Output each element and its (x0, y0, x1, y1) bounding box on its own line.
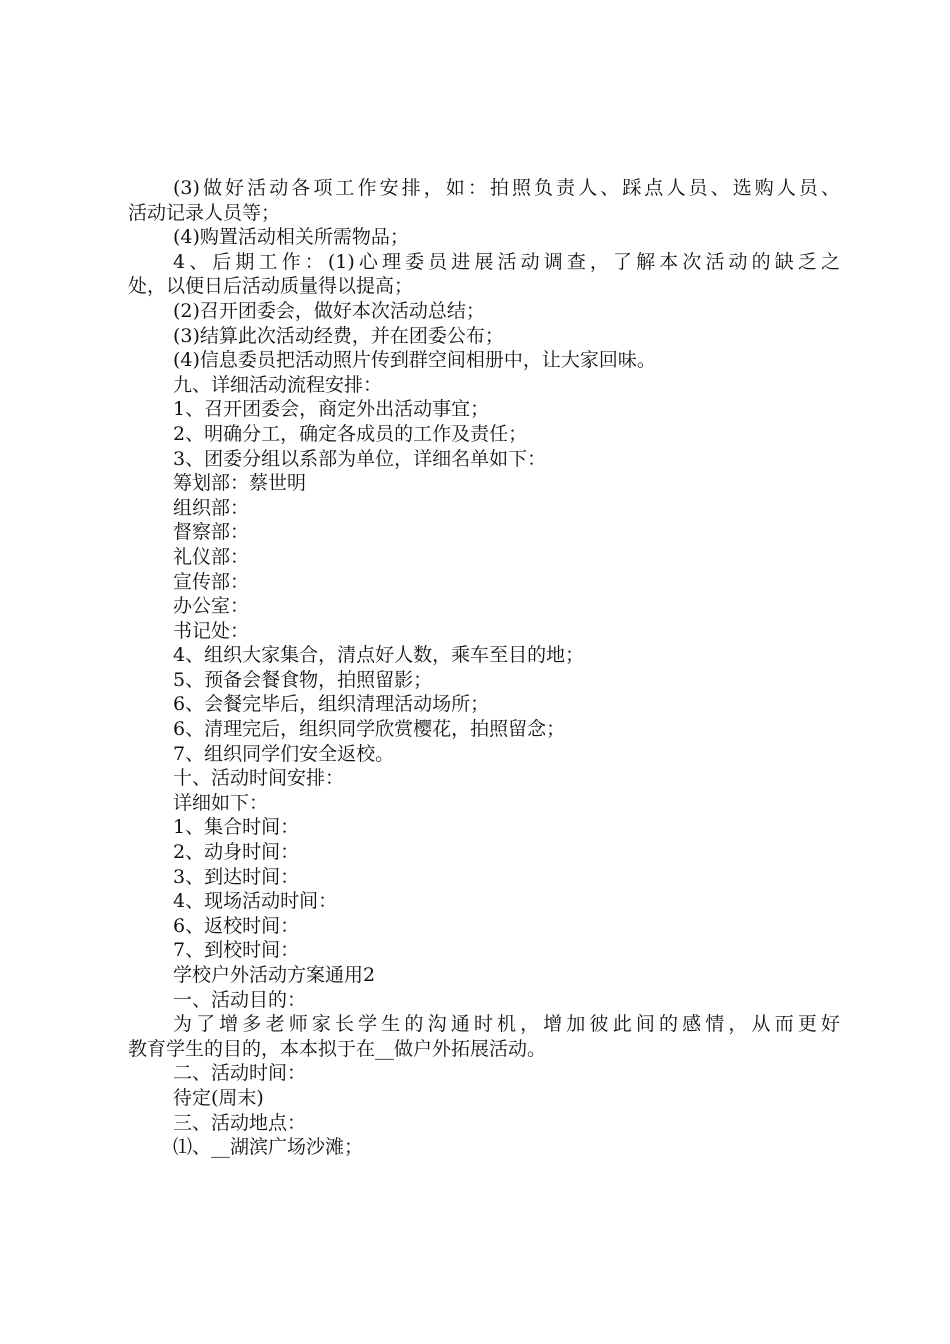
list-item: 6、清理完后，组织同学欣赏樱花，拍照留念； (173, 718, 566, 741)
list-item: 2、明确分工，确定各成员的工作及责任； (173, 422, 528, 445)
list-item: 4、现场活动时间： (173, 890, 338, 913)
section-heading: 二、活动时间： (173, 1062, 307, 1085)
paragraph-line: 教育学生的目的，本本拟于在__做户外拓展活动。 (128, 1037, 547, 1060)
section-heading: 十、活动时间安排： (173, 767, 345, 790)
roster-item: 礼仪部： (173, 545, 250, 568)
roster-item: 督察部： (173, 521, 250, 544)
list-item: 6、会餐完毕后，组织清理活动场所； (173, 693, 490, 716)
roster-item: 筹划部：蔡世明 (173, 472, 307, 495)
list-item: 7、组织同学们安全返校。 (173, 742, 395, 765)
paragraph-line: (4)购置活动相关所需物品； (173, 226, 409, 249)
paragraph-line: 4、后期工作：(1)心理委员进展活动调查，了解本次活动的缺乏之 (173, 250, 840, 273)
list-item: 5、预备会餐食物，拍照留影； (173, 668, 433, 691)
section-heading: 九、详细活动流程安排： (173, 373, 383, 396)
list-item: 4、组织大家集合，清点好人数，乘车至目的地； (173, 644, 585, 667)
list-item: 7、到校时间： (173, 939, 300, 962)
list-item: 1、召开团委会，商定外出活动事宜； (173, 398, 490, 421)
paragraph-line: (3)结算此次活动经费，并在团委公布； (173, 324, 504, 347)
roster-item: 办公室： (173, 595, 250, 618)
paragraph-line: (2)召开团委会，做好本次活动总结； (173, 299, 485, 322)
roster-item: 书记处： (173, 619, 250, 642)
list-item: 6、返校时间： (173, 914, 300, 937)
roster-item: 组织部： (173, 496, 250, 519)
document-title: 学校户外活动方案通用2 (173, 964, 376, 986)
section-heading: 三、活动地点： (173, 1111, 307, 1134)
paragraph-line: 处，以便日后活动质量得以提高； (128, 275, 414, 298)
paragraph-line: (4)信息委员把活动照片传到群空间相册中，让大家回味。 (173, 349, 656, 372)
paragraph-line: 详细如下： (173, 791, 269, 814)
list-item: ⑴、__湖滨广场沙滩； (173, 1136, 364, 1159)
list-item: 2、动身时间： (173, 841, 300, 864)
paragraph-line: 待定(周末) (173, 1086, 264, 1109)
paragraph-line: (3)做好活动各项工作安排，如：拍照负责人、踩点人员、选购人员、 (173, 177, 840, 199)
paragraph-line: 活动记录人员等； (128, 201, 281, 224)
document-body (128, 176, 840, 1160)
list-item: 3、到达时间： (173, 865, 300, 888)
section-heading: 一、活动目的： (173, 988, 307, 1011)
list-item: 3、团委分组以系部为单位，详细名单如下： (173, 447, 547, 470)
paragraph-line: 为了增多老师家长学生的沟通时机，增加彼此间的感情，从而更好 (173, 1013, 840, 1036)
roster-item: 宣传部： (173, 570, 250, 593)
list-item: 1、集合时间： (173, 816, 300, 839)
